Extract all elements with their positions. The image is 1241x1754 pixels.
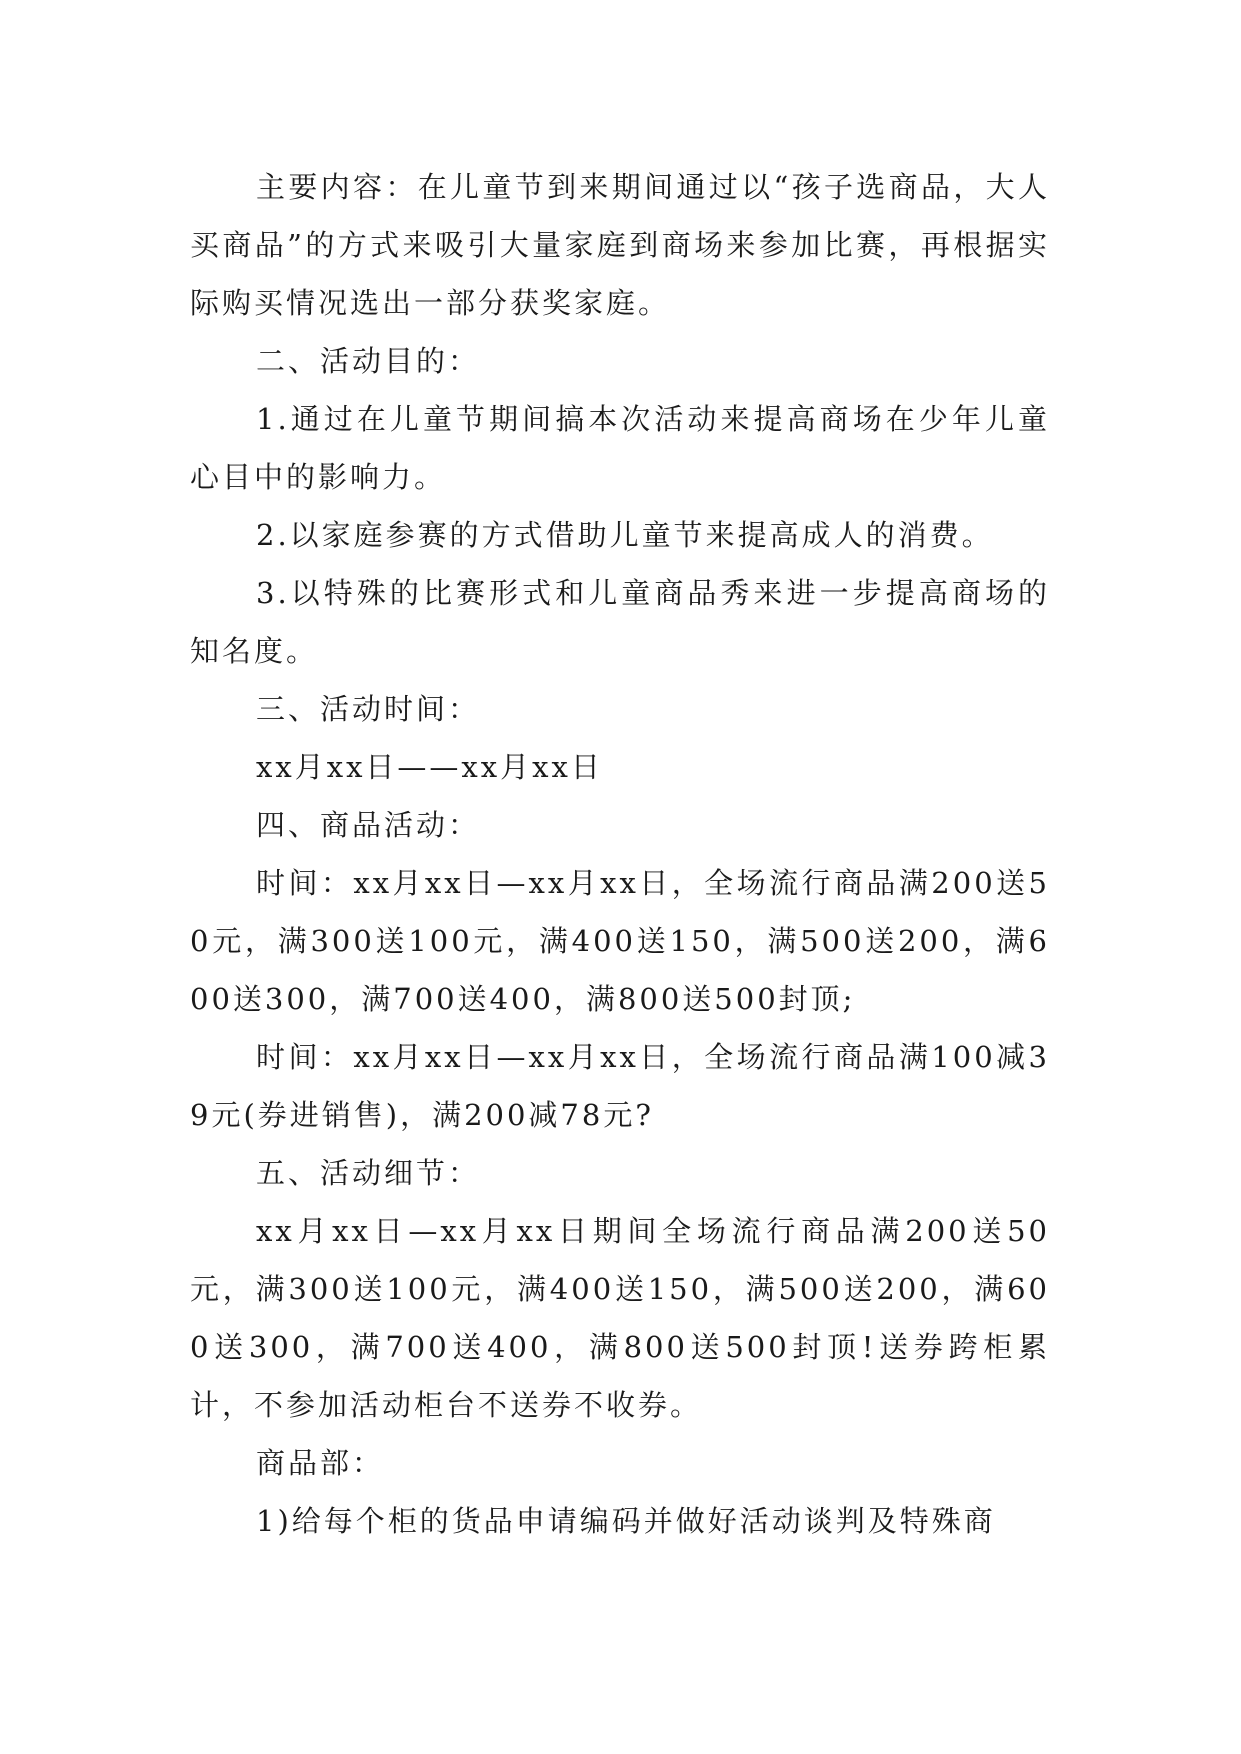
paragraph-product-activity-2: 时间：xx月xx日—xx月xx日，全场流行商品满100减39元(券进销售)，满200减78元?	[190, 1040, 1050, 1132]
heading-product-department: 商品部：	[256, 1446, 385, 1480]
paragraph-purpose-1: 1.通过在儿童节期间搞本次活动来提高商场在少年儿童心目中的影响力。	[190, 402, 1050, 494]
paragraph-product-department-1: 1)给每个柜的货品申请编码并做好活动谈判及特殊商	[256, 1504, 996, 1538]
heading-activity-purpose: 二、活动目的：	[256, 344, 481, 378]
heading-activity-details: 五、活动细节：	[256, 1156, 481, 1190]
paragraph-purpose-2: 2.以家庭参赛的方式借助儿童节来提高成人的消费。	[256, 518, 994, 552]
document-body	[190, 158, 1050, 1550]
paragraph-product-activity-1: 时间：xx月xx日—xx月xx日，全场流行商品满200送50元，满300送100元，满400送150，满500送200，满600送300，满700送400，满800送500封顶;	[190, 866, 1050, 1016]
paragraph-activity-dates: xx月xx日——xx月xx日	[256, 750, 603, 784]
paragraph-activity-details: xx月xx日—xx月xx日期间全场流行商品满200送50元，满300送100元，满400送150，满500送200，满600送300，满700送400，满800送500封顶!送券跨柜累计，不参加活动柜台不送券不收券。	[190, 1214, 1050, 1422]
paragraph-main-content: 主要内容：在儿童节到来期间通过以“孩子选商品，大人买商品”的方式来吸引大量家庭到商场来参加比赛，再根据实际购买情况选出一部分获奖家庭。	[190, 170, 1050, 320]
heading-activity-time: 三、活动时间：	[256, 692, 481, 726]
heading-product-activity: 四、商品活动：	[256, 808, 481, 842]
paragraph-purpose-3: 3.以特殊的比赛形式和儿童商品秀来进一步提高商场的知名度。	[190, 576, 1050, 668]
